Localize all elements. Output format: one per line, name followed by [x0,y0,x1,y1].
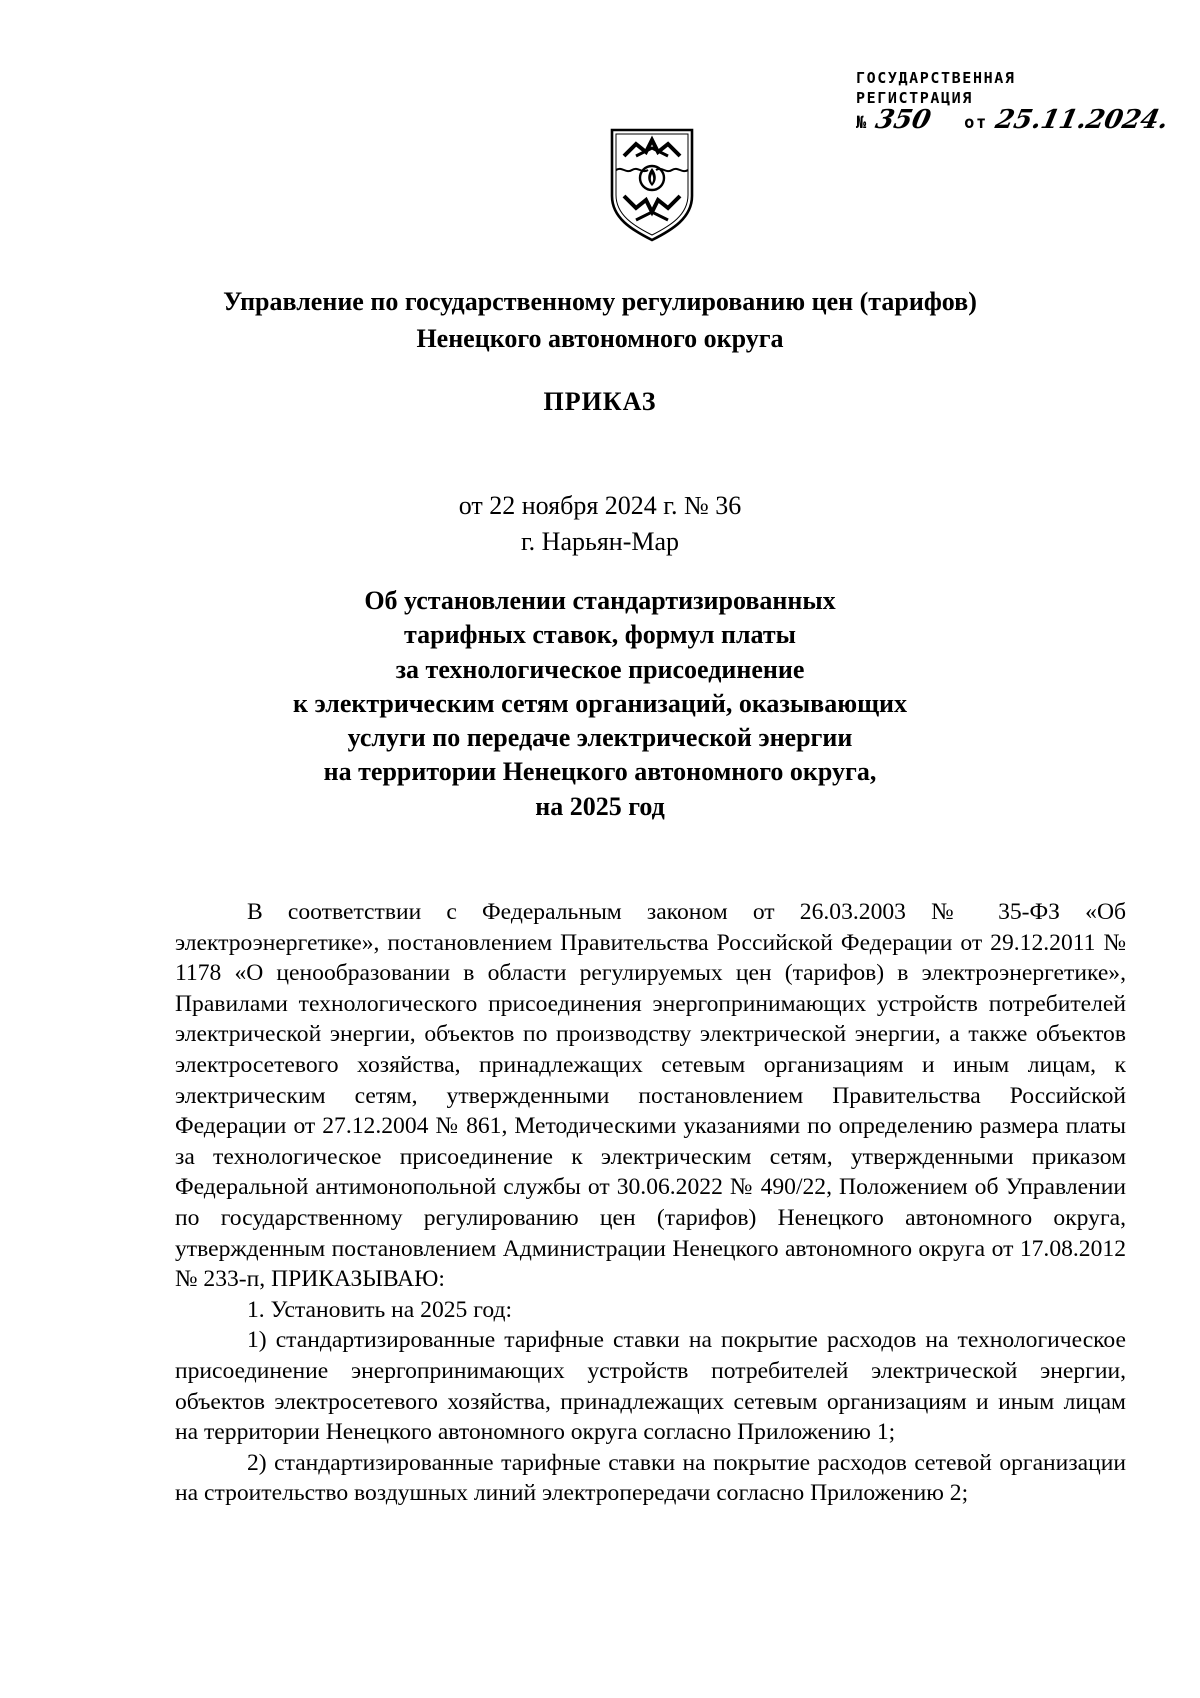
subject-line: услуги по передаче электрической энергии [347,723,853,753]
item-1-subitem-1: 1) стандартизированные тарифные ставки на покрытие расходов на технологическое присоединение энергопринимающих устройств потребителей электрической энергии, объектов электросетевого хозяйства, принадлежащих сетевым организациям и иным лицам на территории Ненецкого автономного округа согласно Приложению 1; [175,1327,1126,1446]
registration-stamp [856,68,1171,135]
authority-line-2: Ненецкого автономного округа [416,324,784,353]
nao-coat-of-arms-icon [606,126,698,244]
preamble-paragraph: В соответствии с Федеральным законом от 26.03.2003 № 35-ФЗ «Об электроэнергетике», постановлением Правительства Российской Федерации от 29.12.2011 № 1178 «О ценообразовании в области регулируемых цен (тарифов) в электроэнергетике», Правилами технологического присоединения энергопринимающих устройств потребителей электрической энергии, объектов по производству электрической энергии, а также объектов электросетевого хозяйства, принадлежащих сетевым организациям и иным лицам, к электрическим сетям, утвержденными постановлением Правительства Российской Федерации от 27.12.2004 № 861, Методическими указаниями по определению размера платы за технологическое присоединение к электрическим сетям, утвержденными приказом Федеральной антимонопольной службы от 30.06.2022 № 490/22, Положением об Управлении по государственному регулированию цен (тарифов) Ненецкого автономного округа, утвержденным постановлением Администрации Ненецкого автономного округа от 17.08.2012 № 233-п, ПРИКАЗЫВАЮ: [175,899,1126,1293]
order-date-number: от 22 ноября 2024 г. № 36 [458,491,742,520]
item-1: 1. Установить на 2025 год: [247,1296,513,1323]
stamp-registration-date: 25.11.2024. [992,105,1171,135]
order-body [175,897,1126,1509]
subject-line: на территории Ненецкого автономного округа, [323,757,877,787]
subject-line: к электрическим сетям организаций, оказывающих [292,688,907,718]
stamp-line-1: ГОСУДАРСТВЕННАЯ [856,69,1016,87]
issuing-authority [0,283,1200,357]
subject-line: на 2025 год [535,791,665,821]
order-city: г. Нарьян-Мар [520,527,680,556]
subject-line: за технологическое присоединение [395,654,805,684]
subject-line: тарифных ставок, формул платы [404,620,796,650]
stamp-line-2: РЕГИСТРАЦИЯ [856,89,973,107]
stamp-registration-row [856,105,1171,135]
order-subject [0,584,1200,824]
subject-line: Об установлении стандартизированных [364,586,836,615]
authority-line-1: Управление по государственному регулированию цен (тарифов) [223,287,977,316]
stamp-number-label: № [856,113,868,133]
date-and-place [0,488,1200,560]
stamp-registration-number: 350 [872,105,934,135]
item-1-subitem-2: 2) стандартизированные тарифные ставки на покрытие расходов сетевой организации на строительство воздушных линий электропередачи согласно Приложению 2; [175,1449,1126,1507]
document-type: ПРИКАЗ [543,387,657,416]
stamp-date-label: от [964,113,988,133]
